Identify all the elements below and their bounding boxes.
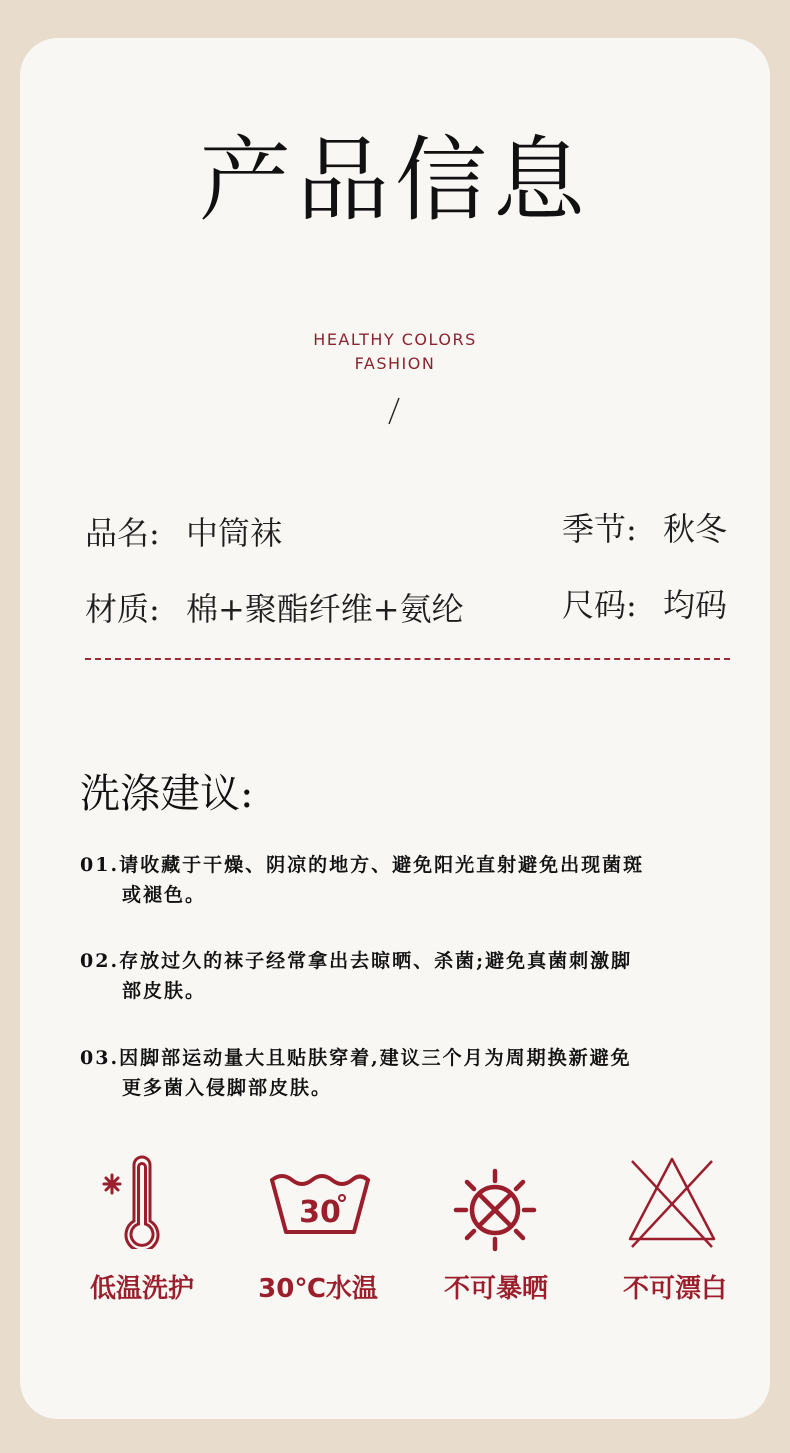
wash-tip-text-continued: 部皮肤。 bbox=[122, 980, 207, 1002]
season-label: 季节: bbox=[562, 510, 637, 548]
page-title: 产品信息 bbox=[198, 127, 591, 234]
wash-tip-1 bbox=[80, 850, 710, 910]
wash-tip-number: 02. bbox=[80, 950, 120, 972]
slash-divider bbox=[385, 396, 405, 428]
material-row bbox=[85, 584, 464, 630]
wash-tip-text-continued: 或褪色。 bbox=[122, 884, 207, 906]
wash-section-title: 洗涤建议: bbox=[80, 771, 254, 817]
wash-basin-30-icon bbox=[268, 1170, 372, 1236]
wash-tip-number: 03. bbox=[80, 1047, 120, 1069]
wash-tip-number: 01. bbox=[80, 854, 120, 876]
size-value: 均码 bbox=[662, 586, 727, 624]
wash-tip-3 bbox=[80, 1043, 710, 1103]
care-label-low-temp: 低温洗护 bbox=[89, 1274, 194, 1304]
wash-tip-text: 存放过久的袜子经常拿出去晾晒、杀菌;避免真菌刺激脚 bbox=[119, 950, 633, 972]
wash-tip-text: 因脚部运动量大且贴肤穿着,建议三个月为周期换新避免 bbox=[119, 1047, 632, 1069]
dashed-divider bbox=[85, 658, 730, 660]
wash-tip-2 bbox=[80, 946, 710, 1006]
size-row bbox=[562, 580, 727, 626]
no-sun-icon bbox=[452, 1167, 538, 1253]
wash-tip-text-continued: 更多菌入侵脚部皮肤。 bbox=[122, 1077, 333, 1099]
size-label: 尺码: bbox=[562, 586, 637, 624]
product-name-label: 品名: bbox=[85, 514, 160, 552]
care-label-water-temp: 30℃水温 bbox=[258, 1274, 378, 1304]
product-name-value: 中筒袜 bbox=[185, 514, 282, 552]
subtitle-healthy-colors: HEALTHY COLORS bbox=[313, 330, 477, 349]
care-label-no-bleach: 不可漂白 bbox=[622, 1274, 727, 1304]
material-label: 材质: bbox=[85, 590, 160, 628]
thermometer-snowflake-icon bbox=[100, 1155, 166, 1249]
wash-tip-text: 请收藏于干燥、阴凉的地方、避免阳光直射避免出现菌斑 bbox=[119, 854, 645, 876]
material-value: 棉+聚酯纤维+氨纶 bbox=[185, 590, 464, 628]
season-value: 秋冬 bbox=[662, 510, 727, 548]
wash-temperature-text: 30 bbox=[299, 1195, 341, 1230]
care-label-no-sun: 不可暴晒 bbox=[443, 1274, 548, 1304]
season-row bbox=[562, 504, 727, 550]
no-bleach-icon bbox=[626, 1155, 718, 1251]
subtitle-fashion: FASHION bbox=[354, 354, 436, 373]
product-name-row bbox=[85, 508, 282, 554]
